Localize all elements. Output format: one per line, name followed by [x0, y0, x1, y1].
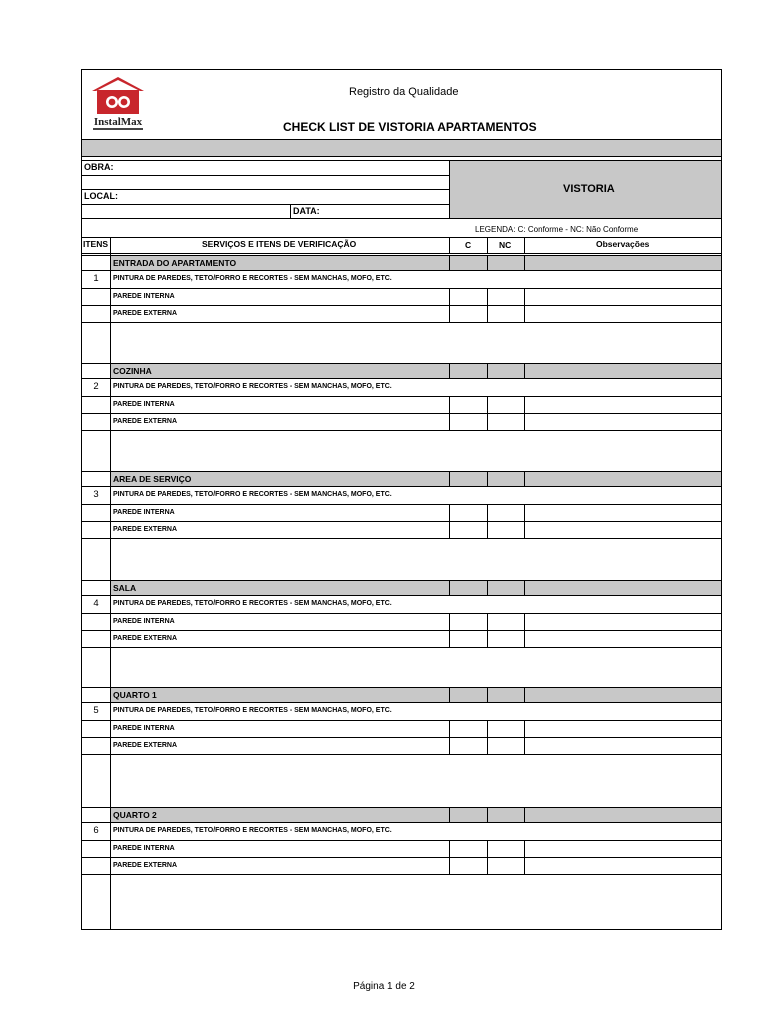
observacoes-field[interactable] [525, 858, 721, 874]
checkbox-c[interactable] [450, 414, 487, 430]
section-notes-area[interactable] [111, 875, 721, 927]
item-description: PINTURA DE PAREDES, TETO/FORRO E RECORTES - SEM MANCHAS, MOFO, ETC. [113, 383, 392, 390]
section-title: ENTRADA DO APARTAMENTO [113, 258, 237, 268]
checkbox-c[interactable] [450, 614, 487, 630]
observacoes-field[interactable] [525, 631, 721, 647]
check-item-label: PAREDE EXTERNA [113, 862, 178, 869]
section-notes-area[interactable] [111, 323, 721, 362]
observacoes-field[interactable] [525, 522, 721, 538]
section-notes-area[interactable] [111, 648, 721, 686]
item-number: 4 [93, 598, 99, 609]
section-header-band [111, 808, 721, 822]
obra-label: OBRA: [84, 162, 114, 172]
section-title: QUARTO 1 [113, 690, 157, 700]
section-title: QUARTO 2 [113, 810, 157, 820]
nc-header: NC [499, 240, 512, 250]
checkbox-nc[interactable] [488, 289, 524, 305]
checkbox-nc[interactable] [488, 631, 524, 647]
section-notes-area[interactable] [111, 431, 721, 470]
observacoes-header: Observações [596, 239, 650, 249]
page-title: CHECK LIST DE VISTORIA APARTAMENTOS [283, 120, 537, 134]
observacoes-field[interactable] [525, 738, 721, 754]
checkbox-c[interactable] [450, 738, 487, 754]
check-item-label: PAREDE INTERNA [113, 845, 175, 852]
vistoria-label: VISTORIA [563, 183, 615, 195]
checkbox-nc[interactable] [488, 306, 524, 322]
checkbox-nc[interactable] [488, 721, 524, 737]
check-item-label: PAREDE INTERNA [113, 401, 175, 408]
registro-label: Registro da Qualidade [349, 86, 459, 98]
section-notes-area[interactable] [111, 539, 721, 579]
observacoes-field[interactable] [525, 841, 721, 857]
checkbox-nc[interactable] [488, 397, 524, 413]
checkbox-c[interactable] [450, 505, 487, 521]
section-notes-area[interactable] [111, 755, 721, 806]
section-header-band [111, 581, 721, 595]
checkbox-c[interactable] [450, 631, 487, 647]
checkbox-nc[interactable] [488, 841, 524, 857]
observacoes-field[interactable] [525, 614, 721, 630]
check-item-label: PAREDE EXTERNA [113, 635, 178, 642]
observacoes-field[interactable] [525, 306, 721, 322]
item-description: PINTURA DE PAREDES, TETO/FORRO E RECORTES - SEM MANCHAS, MOFO, ETC. [113, 600, 392, 607]
section-title: COZINHA [113, 366, 152, 376]
checkbox-nc[interactable] [488, 614, 524, 630]
checkbox-c[interactable] [450, 306, 487, 322]
check-item-label: PAREDE INTERNA [113, 725, 175, 732]
section-header-band [111, 472, 721, 486]
instalmax-logo [88, 75, 148, 135]
itens-header: ITENS [83, 239, 109, 249]
item-number: 2 [93, 381, 99, 392]
observacoes-field[interactable] [525, 721, 721, 737]
section-title: SALA [113, 583, 137, 593]
local-label: LOCAL: [84, 191, 118, 201]
item-description: PINTURA DE PAREDES, TETO/FORRO E RECORTES - SEM MANCHAS, MOFO, ETC. [113, 491, 392, 498]
check-item-label: PAREDE INTERNA [113, 618, 175, 625]
c-header: C [465, 240, 472, 250]
legenda-text: LEGENDA: C: Conforme - NC: Não Conforme [475, 225, 639, 234]
check-item-label: PAREDE INTERNA [113, 293, 175, 300]
checkbox-nc[interactable] [488, 522, 524, 538]
observacoes-field[interactable] [525, 414, 721, 430]
checkbox-nc[interactable] [488, 414, 524, 430]
item-number: 6 [93, 825, 99, 836]
check-item-label: PAREDE INTERNA [113, 509, 175, 516]
checkbox-c[interactable] [450, 721, 487, 737]
checkbox-c[interactable] [450, 397, 487, 413]
checkbox-nc[interactable] [488, 505, 524, 521]
check-item-label: PAREDE EXTERNA [113, 526, 178, 533]
section-header-band [111, 688, 721, 702]
check-item-label: PAREDE EXTERNA [113, 310, 178, 317]
checkbox-nc[interactable] [488, 858, 524, 874]
logo-text: InstalMax [93, 116, 143, 128]
checkbox-c[interactable] [450, 841, 487, 857]
check-item-label: PAREDE EXTERNA [113, 418, 178, 425]
header-gray-band [82, 140, 721, 156]
observacoes-field[interactable] [525, 289, 721, 305]
data-label: DATA: [293, 206, 320, 216]
observacoes-field[interactable] [525, 397, 721, 413]
item-description: PINTURA DE PAREDES, TETO/FORRO E RECORTES - SEM MANCHAS, MOFO, ETC. [113, 707, 392, 714]
section-title: AREA DE SERVIÇO [113, 474, 192, 484]
item-number: 3 [93, 489, 99, 500]
checkbox-c[interactable] [450, 289, 487, 305]
observacoes-field[interactable] [525, 505, 721, 521]
item-number: 1 [93, 273, 99, 284]
check-item-label: PAREDE EXTERNA [113, 742, 178, 749]
servicos-header: SERVIÇOS E ITENS DE VERIFICAÇÃO [202, 239, 357, 249]
checkbox-nc[interactable] [488, 738, 524, 754]
item-description: PINTURA DE PAREDES, TETO/FORRO E RECORTES - SEM MANCHAS, MOFO, ETC. [113, 275, 392, 282]
checkbox-c[interactable] [450, 522, 487, 538]
section-header-band [111, 364, 721, 378]
checkbox-c[interactable] [450, 858, 487, 874]
page-number: Página 1 de 2 [353, 981, 415, 992]
item-number: 5 [93, 705, 99, 716]
item-description: PINTURA DE PAREDES, TETO/FORRO E RECORTES - SEM MANCHAS, MOFO, ETC. [113, 827, 392, 834]
